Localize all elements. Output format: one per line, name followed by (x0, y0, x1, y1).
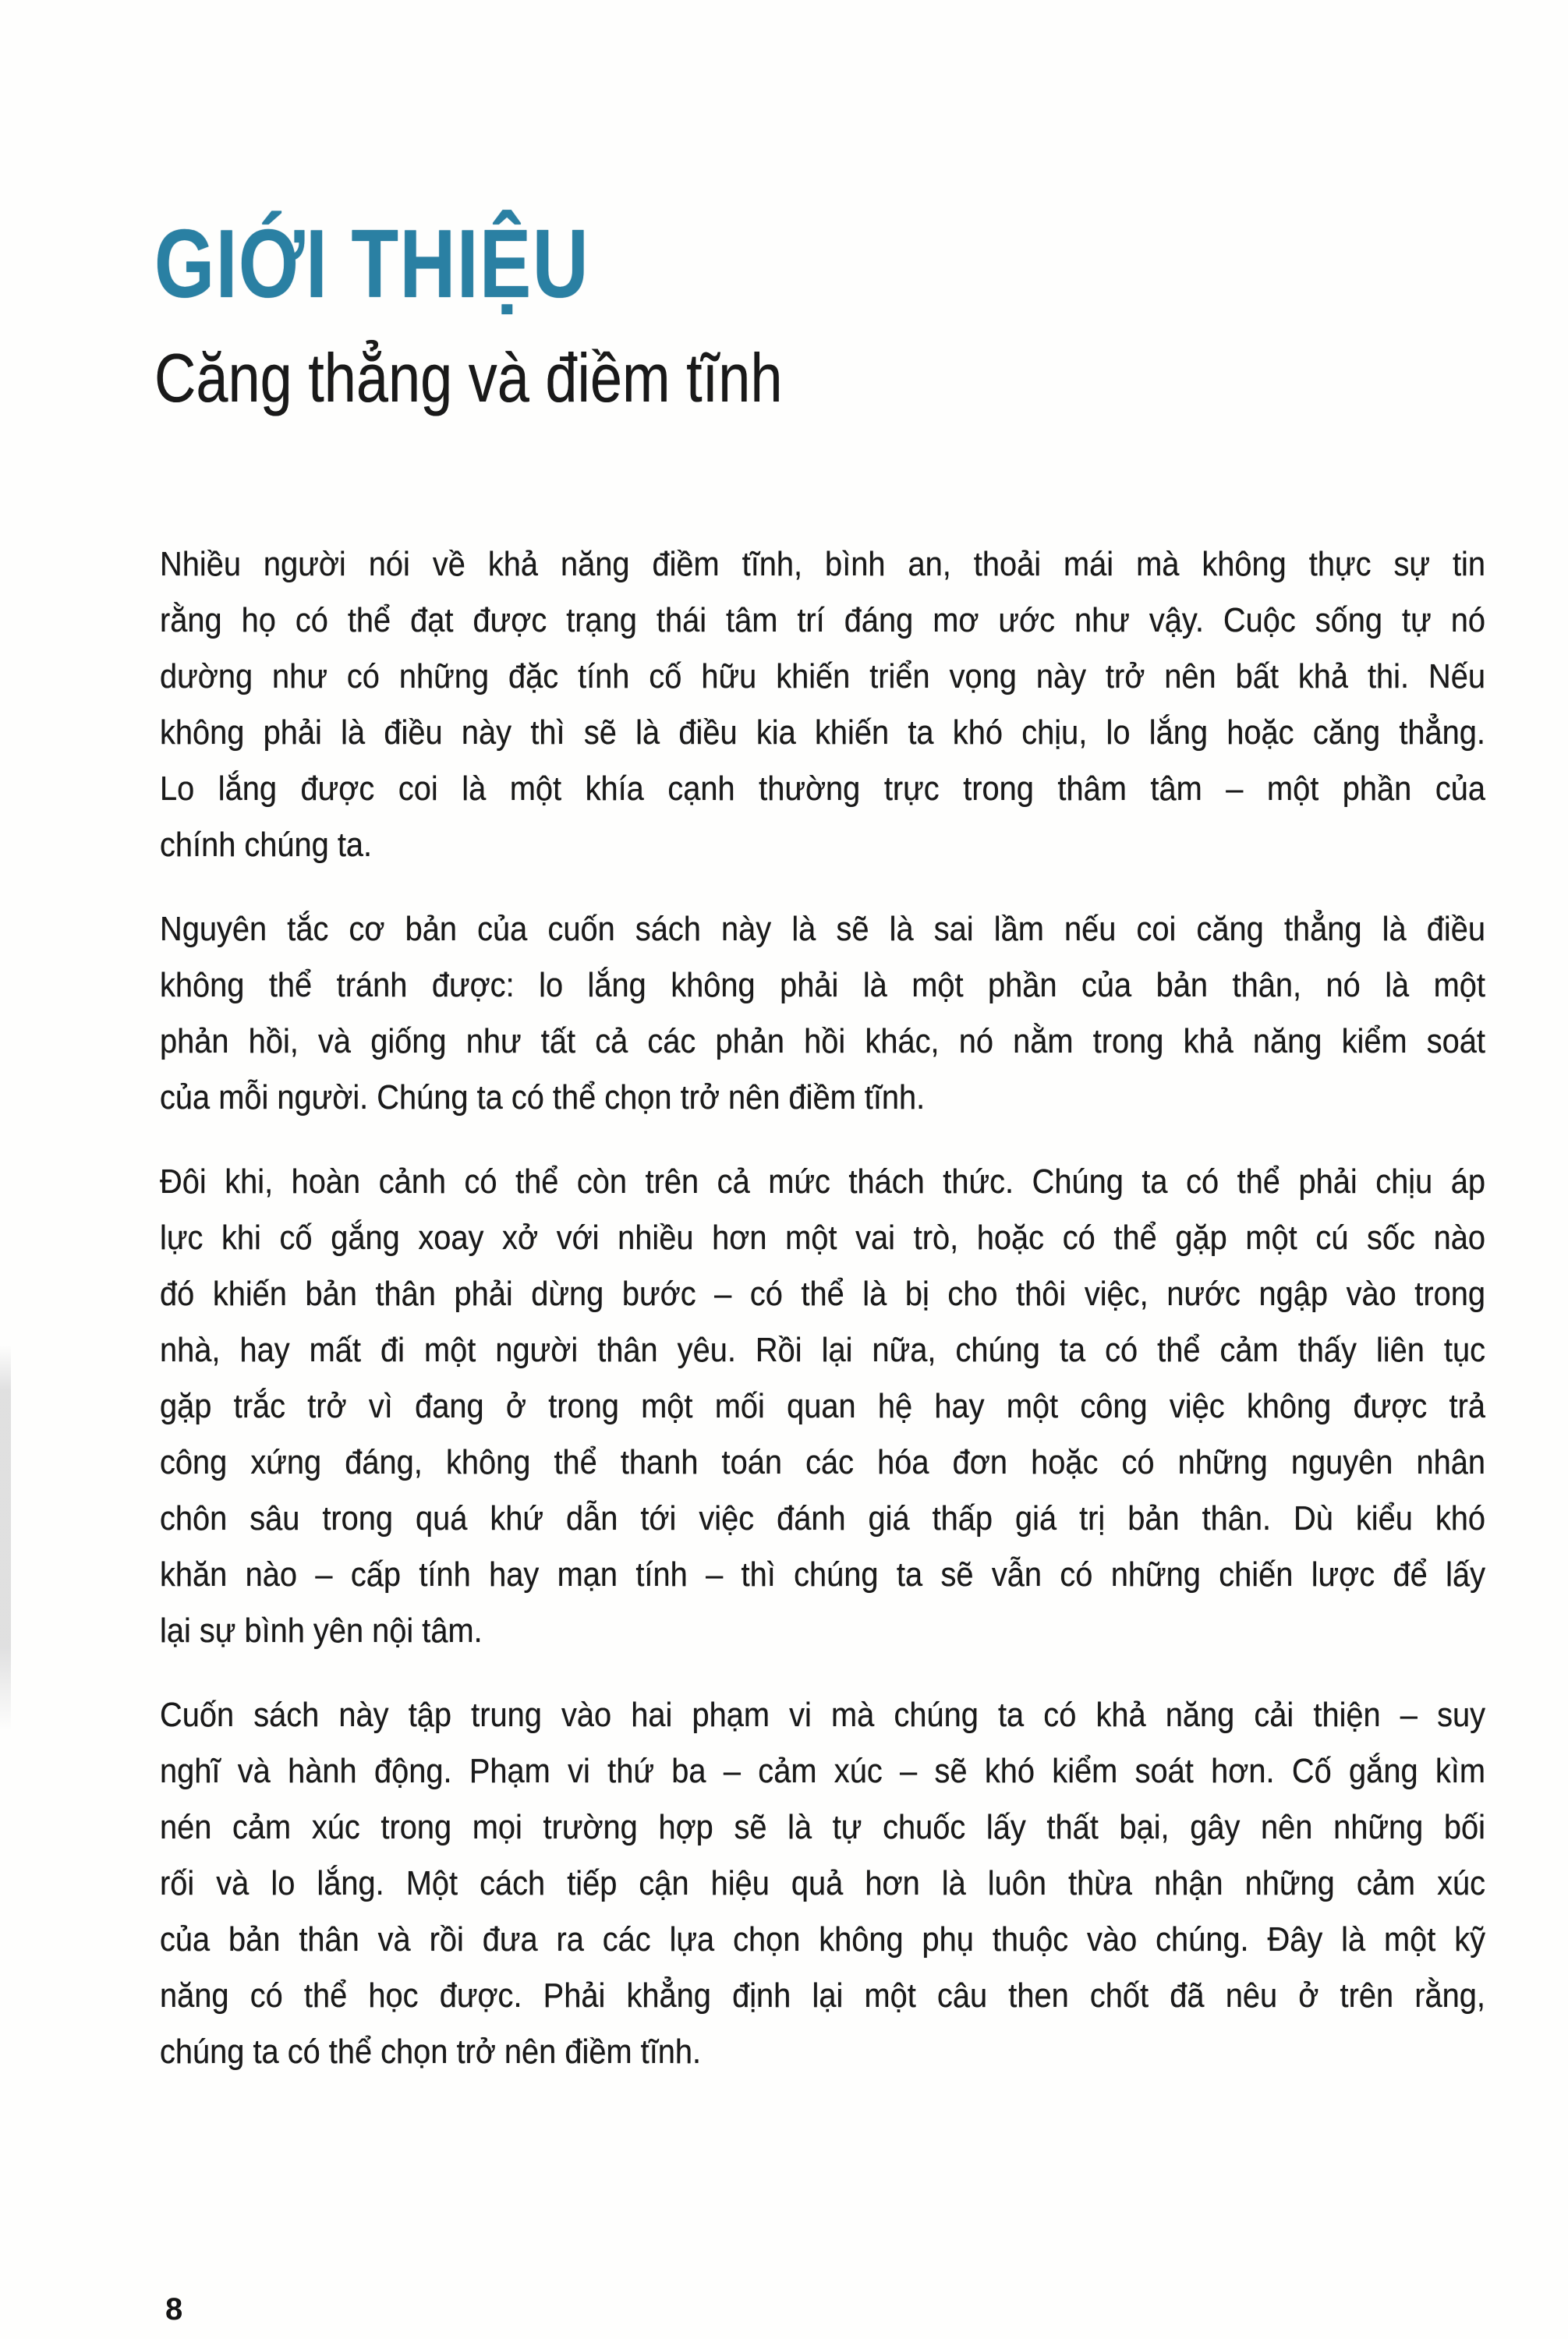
text-line: phản hồi, và giống như tất cả các phản hồi khác, nó nằm trong khả năng kiểm soát (160, 1022, 1485, 1060)
text-line: Đôi khi, hoàn cảnh có thể còn trên cả mức thách thức. Chúng ta có thể phải chịu áp (160, 1162, 1485, 1201)
text-line: công xứng đáng, không thể thanh toán các hóa đơn hoặc có những nguyên nhân (160, 1443, 1485, 1481)
text-line: chôn sâu trong quá khứ dẫn tới việc đánh giá thấp giá trị bản thân. Dù kiểu khó (160, 1499, 1485, 1538)
body-text (160, 536, 1485, 2080)
text-line: đó khiến bản thân phải dừng bước – có thể là bị cho thôi việc, nước ngập vào trong (160, 1275, 1485, 1313)
text-line: nghĩ và hành động. Phạm vi thứ ba – cảm xúc – sẽ khó kiểm soát hơn. Cố gắng kìm (160, 1752, 1485, 1790)
text-line: Nhiều người nói về khả năng điềm tĩnh, bình an, thoải mái mà không thực sự tin (160, 545, 1485, 583)
text-line: nhà, hay mất đi một người thân yêu. Rồi lại nữa, chúng ta có thể cảm thấy liên tục (160, 1331, 1485, 1369)
text-line: không thể tránh được: lo lắng không phải là một phần của bản thân, nó là một (160, 966, 1485, 1004)
text-line: của mỗi người. Chúng ta có thể chọn trở nên điềm tĩnh. (160, 1078, 926, 1116)
paragraph (160, 1687, 1485, 2080)
text-line: của bản thân và rồi đưa ra các lựa chọn không phụ thuộc vào chúng. Đây là một kỹ (160, 1920, 1485, 1959)
text-line: Cuốn sách này tập trung vào hai phạm vi mà chúng ta có khả năng cải thiện – suy (160, 1696, 1485, 1734)
text-line: rằng họ có thể đạt được trạng thái tâm trí đáng mơ ước như vậy. Cuộc sống tự nó (160, 601, 1485, 639)
paragraph (160, 536, 1485, 873)
text-line: không phải là điều này thì sẽ là điều kia khiến ta khó chịu, lo lắng hoặc căng thẳng. (160, 713, 1485, 752)
text-line: dường như có những đặc tính cố hữu khiến triển vọng này trở nên bất khả thi. Nếu (160, 657, 1485, 695)
text-line: chính chúng ta. (160, 826, 373, 864)
text-line: lại sự bình yên nội tâm. (160, 1612, 483, 1650)
binding-shadow (0, 1345, 11, 1731)
paragraph (160, 901, 1485, 1126)
text-line: khăn nào – cấp tính hay mạn tính – thì chúng ta sẽ vẫn có những chiến lược để lấy (160, 1555, 1485, 1594)
text-line: nén cảm xúc trong mọi trường hợp sẽ là tự chuốc lấy thất bại, gây nên những bối (160, 1808, 1485, 1846)
text-line: Nguyên tắc cơ bản của cuốn sách này là sẽ là sai lầm nếu coi căng thẳng là điều (160, 910, 1485, 948)
page-number: 8 (165, 2292, 183, 2327)
text-line: năng có thể học được. Phải khẳng định lại một câu then chốt đã nêu ở trên rằng, (160, 1976, 1485, 2015)
chapter-title: GIỚI THIỆU (154, 211, 590, 318)
text-line: rối và lo lắng. Một cách tiếp cận hiệu quả hơn là luôn thừa nhận những cảm xúc (160, 1864, 1485, 1902)
text-line: chúng ta có thể chọn trở nên điềm tĩnh. (160, 2033, 702, 2071)
text-line: gặp trắc trở vì đang ở trong một mối quan hệ hay một công việc không được trả (160, 1387, 1485, 1425)
paragraph (160, 1154, 1485, 1659)
text-line: lực khi cố gắng xoay xở với nhiều hơn một vai trò, hoặc có thể gặp một cú sốc nào (160, 1219, 1485, 1257)
chapter-subtitle: Căng thẳng và điềm tĩnh (154, 339, 783, 416)
text-line: Lo lắng được coi là một khía cạnh thường trực trong thâm tâm – một phần của (160, 770, 1485, 808)
